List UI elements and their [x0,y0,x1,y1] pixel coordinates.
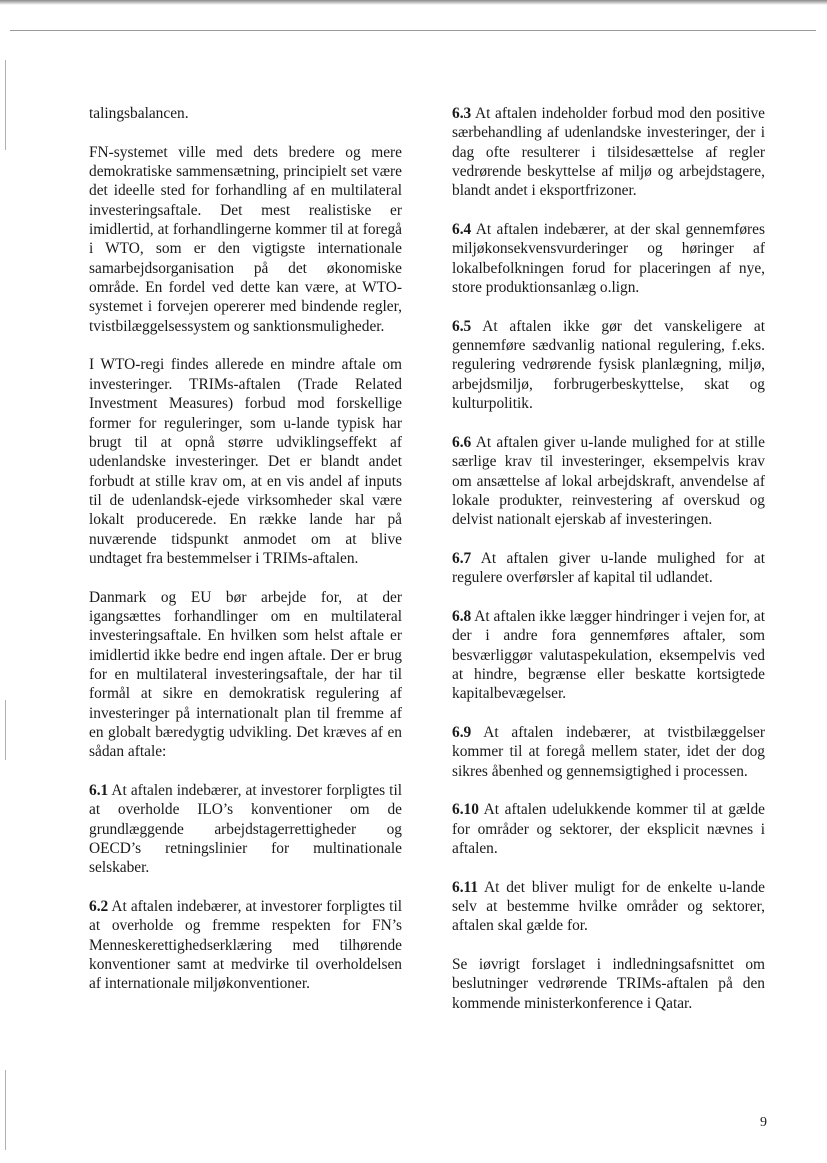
item-number: 6.3 [452,105,472,122]
item-number: 6.5 [452,317,472,335]
scan-left-edge-mark [5,60,6,150]
numbered-item-6-5: 6.5 At aftalen ikke gør det vanskeligere at gennemføre sædvanlig national regulering, f.eks. regulering vedrørende fysisk planlægning, miljø, arbejdsmiljø, forbrugerbeskyttelse, skat og kulturpolitik. [452,317,765,413]
item-number: 6.9 [452,724,472,741]
scan-left-edge-mark [5,700,6,760]
paragraph: talingsbalancen. [89,105,189,122]
item-number: 6.2 [89,898,109,916]
paragraph: Se iøvrigt forslaget i indledningsafsnittet om beslutninger vedrørende TRIMs-aftalen på den kommende ministerkonference i Qatar. [452,956,765,1012]
numbered-item-6-9: 6.9 At aftalen indebærer, at tvistbilæggelser kommer til at foregå mellem stater, idet der dog sikres åbenhed og gennemsigtighed i processen. [452,724,765,780]
scan-header-rule [10,30,816,31]
numbered-item-6-4: 6.4 At aftalen indebærer, at der skal gennemføres miljøkonsekvensvurderinger og høringer af lokalbefolkningen forud for placeringen af nye, store produktionsanlæg o.lign. [452,221,765,297]
paragraph: I WTO-regi findes allerede en mindre aftale om investeringer. TRIMs-aftalen (Trade Related Investment Measures) forbud mod forskellige former for reguleringer, som u-lande typisk har brugt til at opnå større udviklingseffekt af udenlandske investeringer. Det er blandt andet forbudt at stille krav om, at en vis andel af inputs til de udenlandsk-ejede virksomheder skal være lokalt producerede. En række lande har på nuværende tidspunkt anmodet om at blive undtaget fra bestemmelser i TRIMs-aftalen. [89,356,402,567]
numbered-item-6-8: 6.8 At aftalen ikke lægger hindringer i vejen for, at der i andre fora gennemføres aftaler, som besværliggør valutaspekulation, eksempelvis ved at hindre, begrænse eller beskatte kortsigtede kapitalbevægelser. [452,607,765,703]
numbered-item-6-10: 6.10 At aftalen udelukkende kommer til at gælde for områder og sektorer, der eksplicit nævnes i aftalen. [452,801,765,858]
numbered-item-6-3: 6.3 At aftalen indeholder forbud mod den positive særbehandling af udenlandske investeringer, der i dag ofte resulterer i tilsidesættelse af regler vedrørende beskyttelse af miljø og arbejdstagere, blandt andet i eksportfrizoner. [452,105,765,200]
item-number: 6.7 [452,549,472,567]
numbered-item-6-6: 6.6 At aftalen giver u-lande mulighed for at stille særlige krav til investeringer, eksempelvis krav om ansættelse af lokal arbejdskraft, anvendelse af lokale produkter, reinvestering af overskud og delvist nationalt ejerskab af investeringen. [452,433,765,529]
item-number: 6.8 [452,607,472,625]
item-number: 6.4 [452,221,472,239]
scan-left-edge-mark [5,1070,6,1150]
item-number: 6.10 [452,801,479,819]
numbered-item-6-1: 6.1 At aftalen indebærer, at investorer forpligtes til at overholde ILO’s konventioner om de grundlæggende arbejdstagerrettigheder og OECD’s retningslinier for multinationale selskaber. [89,782,402,877]
paragraph: Danmark og EU bør arbejde for, at der igangsættes forhandlinger om en multilateral investeringsaftale. En hvilken som helst aftale er imidlertid ikke bedre end ingen aftale. Der er brug for en multilateral investeringsaftale, der har til formål at sikre en demokratisk regulering af investeringer på internationalt plan til fremme af en globalt bæredygtig udvikling. Det kræves af en sådan aftale: [89,588,402,761]
numbered-item-6-2: 6.2 At aftalen indebærer, at investorer forpligtes til at overholde og fremme respekten for FN’s Menneskerettighedserklæring med tilhørende konventioner samt at medvirke til overholdelsen af internationale miljøkonventioner. [89,898,402,993]
numbered-item-6-11: 6.11 At det bliver muligt for de enkelte u-lande selv at bestemme hvilke områder og sektorer, aftalen skal gælde for. [452,878,765,935]
item-number: 6.1 [89,782,109,800]
paragraph: FN-systemet ville med dets bredere og mere demokratiske sammensætning, principielt set være det ideelle sted for forhandling af en multilateral investeringsaftale. Det mest realistiske er imidlertid, at forhandlingerne kommer til at foregå i WTO, som er den vigtigste internationale samarbejdsorganisation på det økonomiske område. En fordel ved dette kan være, at WTO-systemet i forvejen opererer med bindende regler, tvistbilæggelsessystem og sanktionsmuligheder. [89,143,402,335]
left-column [89,104,402,1013]
item-number: 6.11 [452,878,479,896]
page-number: 9 [760,1115,767,1130]
scan-top-edge [0,0,827,5]
numbered-item-6-7: 6.7 At aftalen giver u-lande mulighed for at regulere overførsler af kapital til udlandet. [452,549,765,587]
item-number: 6.6 [452,433,472,451]
right-column [452,104,765,1033]
